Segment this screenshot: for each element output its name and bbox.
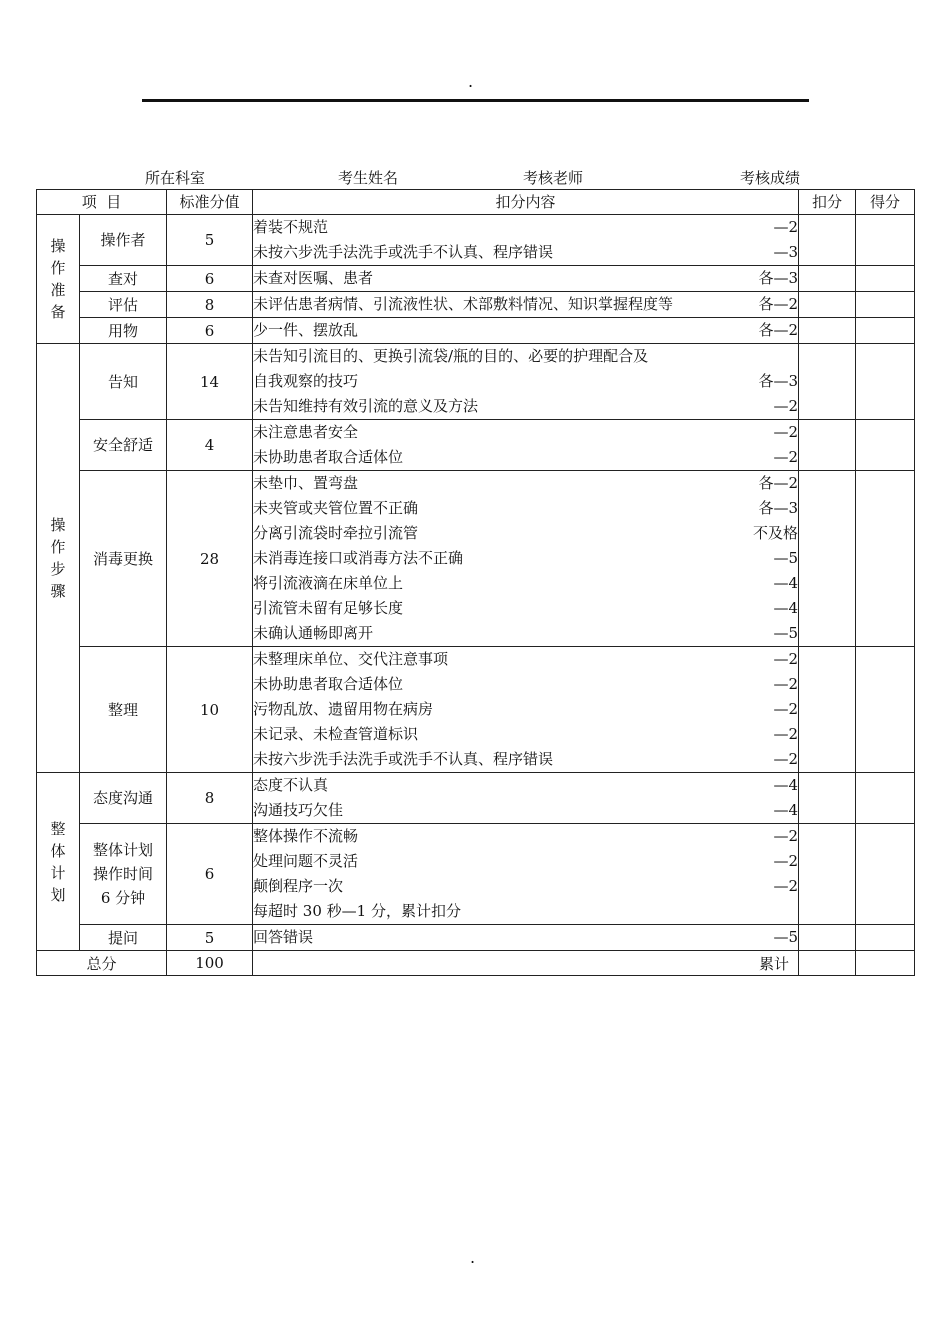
deduction-line [253, 445, 798, 470]
deduction-points: —4 [773, 776, 799, 794]
deduction-points: 各—3 [758, 372, 799, 390]
deduction-cell[interactable] [799, 773, 856, 824]
item-name [80, 318, 167, 344]
footer-dot: . [470, 1248, 476, 1267]
header-deduction-content: 扣分内容 [253, 190, 799, 215]
deduction-text: 将引流液滴在床单位上 [253, 574, 404, 592]
deduction-text: 未垫巾、置弯盘 [253, 474, 359, 492]
deduction-text: 着装不规范 [253, 218, 329, 236]
deduction-line [253, 773, 798, 798]
standard-score: 6 [167, 266, 253, 292]
deduction-points: —2 [773, 423, 799, 441]
section-name: 操作准备 [50, 237, 66, 321]
standard-score: 8 [167, 773, 253, 824]
deduction-text: 污物乱放、遗留用物在病房 [253, 700, 434, 718]
header-rule [142, 99, 809, 102]
table-row [37, 647, 915, 773]
item-name [80, 471, 167, 647]
total-note: 累计 [253, 951, 799, 976]
standard-score: 10 [167, 647, 253, 773]
standard-score: 4 [167, 420, 253, 471]
standard-score: 6 [167, 824, 253, 925]
total-label: 总分 [37, 951, 167, 976]
score-cell[interactable] [856, 215, 915, 266]
deduction-text: 未评估患者病情、引流液性状、术部敷料情况、知识掌握程度等 [253, 295, 674, 313]
score-cell[interactable] [856, 344, 915, 420]
deduction-content [253, 292, 799, 318]
deduction-points: —5 [773, 624, 799, 642]
deduction-text: 未确认通畅即离开 [253, 624, 374, 642]
item-name-text: 评估 [108, 295, 139, 314]
item-name-text: 用物 [108, 321, 139, 340]
score-cell[interactable] [856, 292, 915, 318]
standard-score: 8 [167, 292, 253, 318]
table-row [37, 215, 915, 266]
table-row [37, 292, 915, 318]
deduction-content [253, 215, 799, 266]
item-name [80, 292, 167, 318]
item-name [80, 647, 167, 773]
deduction-cell[interactable] [799, 266, 856, 292]
item-name-text: 整理 [108, 700, 139, 719]
total-score-cell[interactable] [856, 951, 915, 976]
deduction-content [253, 420, 799, 471]
deduction-line [253, 471, 798, 496]
deduction-line [253, 546, 798, 571]
table-row [37, 824, 915, 925]
item-name [80, 266, 167, 292]
deduction-points: —2 [773, 218, 799, 236]
item-name-text: 提问 [108, 928, 139, 947]
deduction-text: 未查对医嘱、患者 [253, 269, 374, 287]
total-row [37, 951, 915, 976]
scoring-table [36, 189, 915, 976]
deduction-points: —5 [773, 928, 799, 946]
deduction-content [253, 318, 799, 344]
table-row [37, 344, 915, 420]
deduction-content [253, 344, 799, 420]
deduction-text: 颠倒程序一次 [253, 877, 344, 895]
item-name-text: 态度沟通 [93, 789, 154, 807]
deduction-text: 未告知维持有效引流的意义及方法 [253, 397, 479, 415]
deduction-line [253, 849, 798, 874]
deduction-content [253, 925, 799, 951]
deduction-points: —5 [773, 549, 799, 567]
exam-score-label: 考核成绩 [740, 169, 801, 187]
header-deduction: 扣分 [799, 190, 856, 215]
item-name [80, 925, 167, 951]
header-item: 项 目 [37, 190, 167, 215]
deduction-points: —2 [773, 725, 799, 743]
table-row [37, 266, 915, 292]
deduction-text: 整体操作不流畅 [253, 827, 359, 845]
deduction-line [253, 292, 798, 317]
score-cell[interactable] [856, 773, 915, 824]
deduction-points: —2 [773, 852, 799, 870]
deduction-cell[interactable] [799, 925, 856, 951]
score-cell[interactable] [856, 420, 915, 471]
deduction-line [253, 369, 798, 394]
deduction-text: 未夹管或夹管位置不正确 [253, 499, 419, 517]
deduction-points: —2 [773, 827, 799, 845]
standard-score: 6 [167, 318, 253, 344]
deduction-line [253, 215, 798, 240]
deduction-line [253, 899, 798, 924]
deduction-line [253, 824, 798, 849]
section-label [37, 344, 80, 773]
deduction-line [253, 344, 798, 369]
deduction-line [253, 672, 798, 697]
item-name-line: 整体计划 [93, 841, 154, 859]
table-header-row [37, 190, 915, 215]
table-row [37, 420, 915, 471]
deduction-cell[interactable] [799, 824, 856, 925]
table-row [37, 925, 915, 951]
deduction-line [253, 596, 798, 621]
item-name [80, 215, 167, 266]
item-name [80, 420, 167, 471]
deduction-points: —4 [773, 574, 799, 592]
deduction-points: —2 [773, 700, 799, 718]
department-label: 所在科室 [145, 169, 206, 187]
deduction-text: 未按六步洗手法洗手或洗手不认真、程序错误 [253, 750, 554, 768]
deduction-text: 引流管未留有足够长度 [253, 599, 404, 617]
header-score: 得分 [856, 190, 915, 215]
deduction-points: —2 [773, 397, 799, 415]
deduction-cell[interactable] [799, 344, 856, 420]
item-name [80, 773, 167, 824]
item-name-text: 操作者 [100, 231, 146, 249]
deduction-cell[interactable] [799, 647, 856, 773]
deduction-line [253, 420, 798, 445]
item-name [80, 344, 167, 420]
standard-score: 14 [167, 344, 253, 420]
deduction-content [253, 471, 799, 647]
deduction-points: 各—3 [758, 269, 799, 287]
table-row [37, 471, 915, 647]
deduction-line [253, 747, 798, 772]
deduction-points: —2 [773, 675, 799, 693]
score-cell[interactable] [856, 266, 915, 292]
deduction-points: —4 [773, 599, 799, 617]
standard-score: 28 [167, 471, 253, 647]
deduction-line [253, 874, 798, 899]
header-dot: . [468, 72, 474, 91]
deduction-points: —4 [773, 801, 799, 819]
deduction-text: 未协助患者取合适体位 [253, 448, 404, 466]
deduction-points: —2 [773, 448, 799, 466]
standard-score: 5 [167, 215, 253, 266]
deduction-text: 未协助患者取合适体位 [253, 675, 404, 693]
deduction-text: 沟通技巧欠佳 [253, 801, 344, 819]
total-score: 100 [167, 951, 253, 976]
deduction-text: 未消毒连接口或消毒方法不正确 [253, 549, 464, 567]
deduction-content [253, 647, 799, 773]
deduction-line [253, 697, 798, 722]
deduction-text: 未告知引流目的、更换引流袋/瓶的目的、必要的护理配合及 [253, 347, 649, 365]
section-label [37, 215, 80, 344]
deduction-points: —3 [773, 243, 799, 261]
deduction-points: 各—2 [758, 321, 799, 339]
deduction-line [253, 571, 798, 596]
deduction-line [253, 318, 798, 343]
examinee-name-label: 考生姓名 [338, 169, 399, 187]
deduction-content [253, 824, 799, 925]
deduction-points: —2 [773, 750, 799, 768]
deduction-line [253, 521, 798, 546]
deduction-text: 态度不认真 [253, 776, 329, 794]
deduction-points: 各—2 [758, 474, 799, 492]
total-deduction-cell[interactable] [799, 951, 856, 976]
deduction-line [253, 394, 798, 419]
item-name-line: 操作时间 [93, 865, 154, 883]
deduction-content [253, 266, 799, 292]
item-name-text: 告知 [108, 372, 139, 391]
examiner-label: 考核老师 [523, 169, 584, 187]
header-standard-score: 标准分值 [167, 190, 253, 215]
deduction-cell[interactable] [799, 292, 856, 318]
deduction-content [253, 773, 799, 824]
table-row [37, 773, 915, 824]
standard-score: 5 [167, 925, 253, 951]
deduction-points: 各—2 [758, 295, 799, 313]
table-row [37, 318, 915, 344]
item-name-text: 安全舒适 [93, 436, 154, 454]
item-name-line: 6 分钟 [100, 889, 146, 907]
section-name: 整体计划 [50, 819, 66, 904]
deduction-text: 每超时 30 秒—1 分，累计扣分 [253, 902, 461, 920]
section-name: 操作步骤 [50, 516, 66, 600]
deduction-line [253, 722, 798, 747]
deduction-text: 未注意患者安全 [253, 423, 359, 441]
deduction-line [253, 621, 798, 646]
deduction-line [253, 240, 798, 265]
deduction-line [253, 925, 798, 950]
score-cell[interactable] [856, 318, 915, 344]
score-cell[interactable] [856, 471, 915, 647]
deduction-cell[interactable] [799, 215, 856, 266]
deduction-line [253, 647, 798, 672]
deduction-line [253, 496, 798, 521]
deduction-points: 不及格 [753, 524, 799, 542]
score-cell[interactable] [856, 925, 915, 951]
item-name [80, 824, 167, 925]
deduction-text: 少一件、摆放乱 [253, 321, 359, 339]
item-name-text: 查对 [108, 269, 139, 288]
item-name-text: 消毒更换 [93, 549, 154, 568]
deduction-line [253, 266, 798, 291]
deduction-text: 未整理床单位、交代注意事项 [253, 650, 449, 668]
score-cell[interactable] [856, 824, 915, 925]
deduction-text: 分离引流袋时牵拉引流管 [253, 524, 419, 542]
deduction-points: —2 [773, 650, 799, 668]
deduction-points: 各—3 [758, 499, 799, 517]
deduction-cell[interactable] [799, 420, 856, 471]
deduction-text: 处理问题不灵活 [253, 852, 359, 870]
score-cell[interactable] [856, 647, 915, 773]
section-label [37, 773, 80, 951]
deduction-line [253, 798, 798, 823]
deduction-text: 未按六步洗手法洗手或洗手不认真、程序错误 [253, 243, 554, 261]
deduction-text: 未记录、未检查管道标识 [253, 725, 419, 743]
deduction-text: 自我观察的技巧 [253, 372, 359, 390]
deduction-text: 回答错误 [253, 928, 314, 946]
deduction-cell[interactable] [799, 471, 856, 647]
deduction-cell[interactable] [799, 318, 856, 344]
deduction-points: —2 [773, 877, 799, 895]
